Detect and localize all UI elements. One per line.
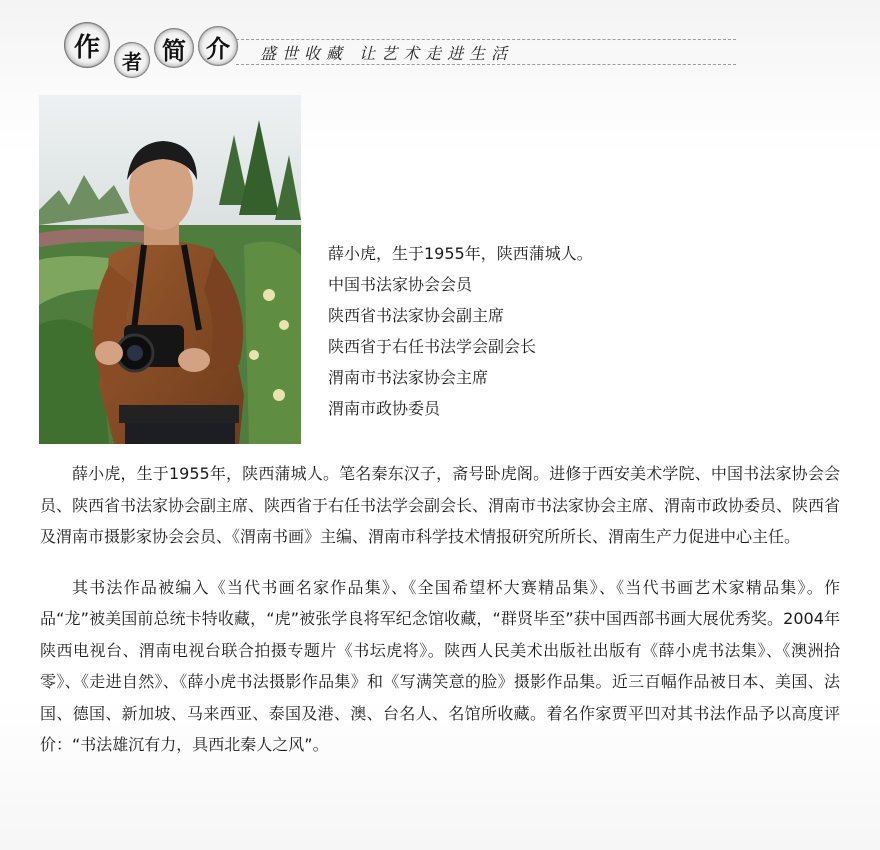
title-seal-1: 作 [64,22,110,68]
section-header [0,0,880,90]
header-divider-top [236,39,736,40]
intro-line: 渭南市政协委员 [328,399,441,418]
header-divider-bottom [236,64,736,65]
intro-line: 薛小虎，生于1955年，陕西蒲城人。 [328,244,593,263]
title-seal-3: 简 [154,28,194,68]
author-photo [39,95,301,444]
intro-line: 陕西省于右任书法学会副会长 [328,337,537,356]
bio-paragraph: 薛小虎，生于1955年，陕西蒲城人。笔名秦东汉子，斋号卧虎阁。进修于西安美术学院、中国书法家协会会员、陕西省书法家协会副主席、陕西省于右任书法学会副会长、渭南市书法家协会主席、渭南市政协委员、陕西省及渭南市摄影家协会会员、《渭南书画》主编、渭南市科学技术情报研究所所长、渭南生产力促进中心主任。 [40,464,841,546]
intro-line: 渭南市书法家协会主席 [328,368,489,387]
biography [40,458,840,780]
title-seal-2: 者 [114,42,150,78]
title-seal-4: 介 [198,26,238,66]
header-motto: 盛世收藏 让艺术走进生活 [260,44,514,63]
intro-line: 陕西省书法家协会副主席 [328,306,505,325]
bio-paragraph: 其书法作品被编入《当代书画名家作品集》、《全国希望杯大赛精品集》、《当代书画艺术家精品集》。作品“龙”被美国前总统卡特收藏，“虎”被张学良将军纪念馆收藏，“群贤毕至”获中国西部书画大展优秀奖。2004年陕西电视台、渭南电视台联合拍摄专题片《书坛虎将》。陕西人民美术出版社出版有《薛小虎书法集》、《澳洲拾零》、《走进自然》、《薛小虎书法摄影作品集》和《写满笑意的脸》摄影作品集。近三百幅作品被日本、美国、法国、德国、新加坡、马来西亚、泰国及港、澳、台名人、名馆所收藏。着名作家贾平凹对其书法作品予以高度评价：“书法雄沉有力，具西北秦人之风”。 [40,577,840,754]
intro-line: 中国书法家协会会员 [328,275,473,294]
intro-summary-list [328,238,593,424]
author-photo-illustration [39,95,301,444]
